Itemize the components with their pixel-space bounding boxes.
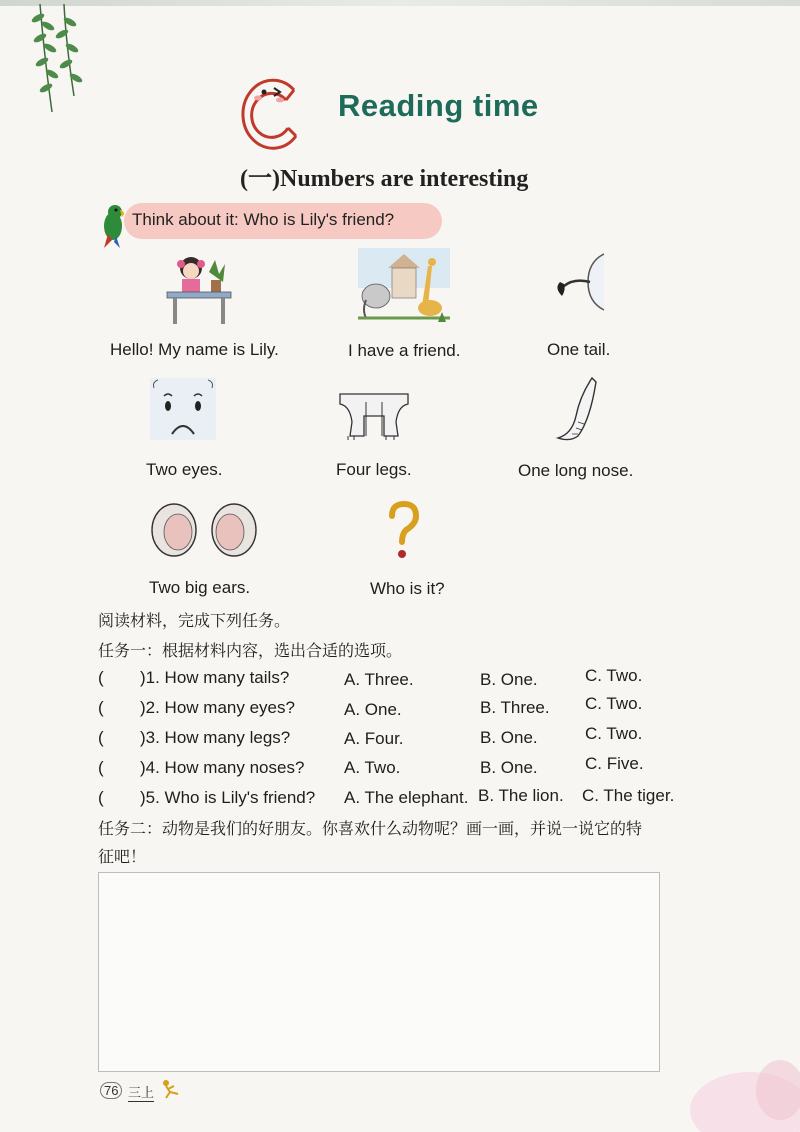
option-a: A. One. <box>344 700 402 719</box>
corner-flower-decoration-icon <box>640 1040 800 1132</box>
elephant-tail-icon <box>548 252 608 314</box>
option-c: C. Five. <box>585 754 644 773</box>
section-subtitle: (一)Numbers are interesting <box>240 166 529 192</box>
picture-caption: One long nose. <box>518 461 634 480</box>
question-text: )1. How many tails? <box>140 668 290 687</box>
zoo-animals-icon <box>358 248 450 324</box>
picture-caption: Hello! My name is Lily. <box>110 340 279 359</box>
task-two-heading-cont: 征吧！ <box>98 847 147 866</box>
task-one-heading: 任务一：根据材料内容，选出合适的选项。 <box>98 641 403 660</box>
elephant-face-icon <box>150 378 216 440</box>
option-b: B. One. <box>480 758 538 777</box>
page-number: 76 <box>100 1082 122 1099</box>
running-kid-icon <box>158 1078 184 1100</box>
top-edge-strip <box>0 0 800 6</box>
option-a: A. The elephant. <box>344 788 469 807</box>
question-paren: ( <box>98 788 104 807</box>
instruction-intro: 阅读材料，完成下列任务。 <box>98 611 291 630</box>
option-c: C. Two. <box>585 724 643 743</box>
picture-caption: One tail. <box>547 340 611 359</box>
picture-caption: Two eyes. <box>146 460 223 479</box>
section-c-logo-icon <box>238 70 308 152</box>
question-text: )3. How many legs? <box>140 728 291 747</box>
elephant-ears-icon <box>148 500 260 562</box>
elephant-legs-icon <box>338 392 410 442</box>
option-c: C. Two. <box>585 694 643 713</box>
grade-label: 三上 <box>128 1082 154 1102</box>
option-b: B. Three. <box>480 698 550 717</box>
picture-caption: Who is it? <box>370 579 445 598</box>
parrot-icon <box>96 200 130 250</box>
option-b: B. One. <box>480 728 538 747</box>
page-title: Reading time <box>338 88 539 123</box>
task-two-heading: 任务二：动物是我们的好朋友。你喜欢什么动物呢？画一画，并说一说它的特 <box>98 819 643 838</box>
question-text: )4. How many noses? <box>140 758 305 777</box>
elephant-trunk-icon <box>550 376 600 446</box>
picture-caption: I have a friend. <box>348 341 461 360</box>
option-a: A. Four. <box>344 729 404 748</box>
question-text: )2. How many eyes? <box>140 698 295 717</box>
picture-caption: Four legs. <box>336 460 412 479</box>
option-a: A. Two. <box>344 758 401 777</box>
girl-at-desk-icon <box>165 252 235 328</box>
question-paren: ( <box>98 758 104 777</box>
picture-caption: Two big ears. <box>149 578 251 597</box>
option-c: C. The tiger. <box>582 786 675 805</box>
drawing-area[interactable] <box>98 872 660 1072</box>
question-paren: ( <box>98 698 104 717</box>
willow-leaves-icon <box>30 4 100 114</box>
question-mark-icon <box>384 500 424 562</box>
option-b: B. The lion. <box>478 786 564 805</box>
question-text: )5. Who is Lily's friend? <box>140 788 316 807</box>
option-b: B. One. <box>480 670 538 689</box>
think-question: Think about it: Who is Lily's friend? <box>132 210 395 229</box>
question-paren: ( <box>98 668 104 687</box>
option-a: A. Three. <box>344 670 414 689</box>
option-c: C. Two. <box>585 666 643 685</box>
question-paren: ( <box>98 728 104 747</box>
